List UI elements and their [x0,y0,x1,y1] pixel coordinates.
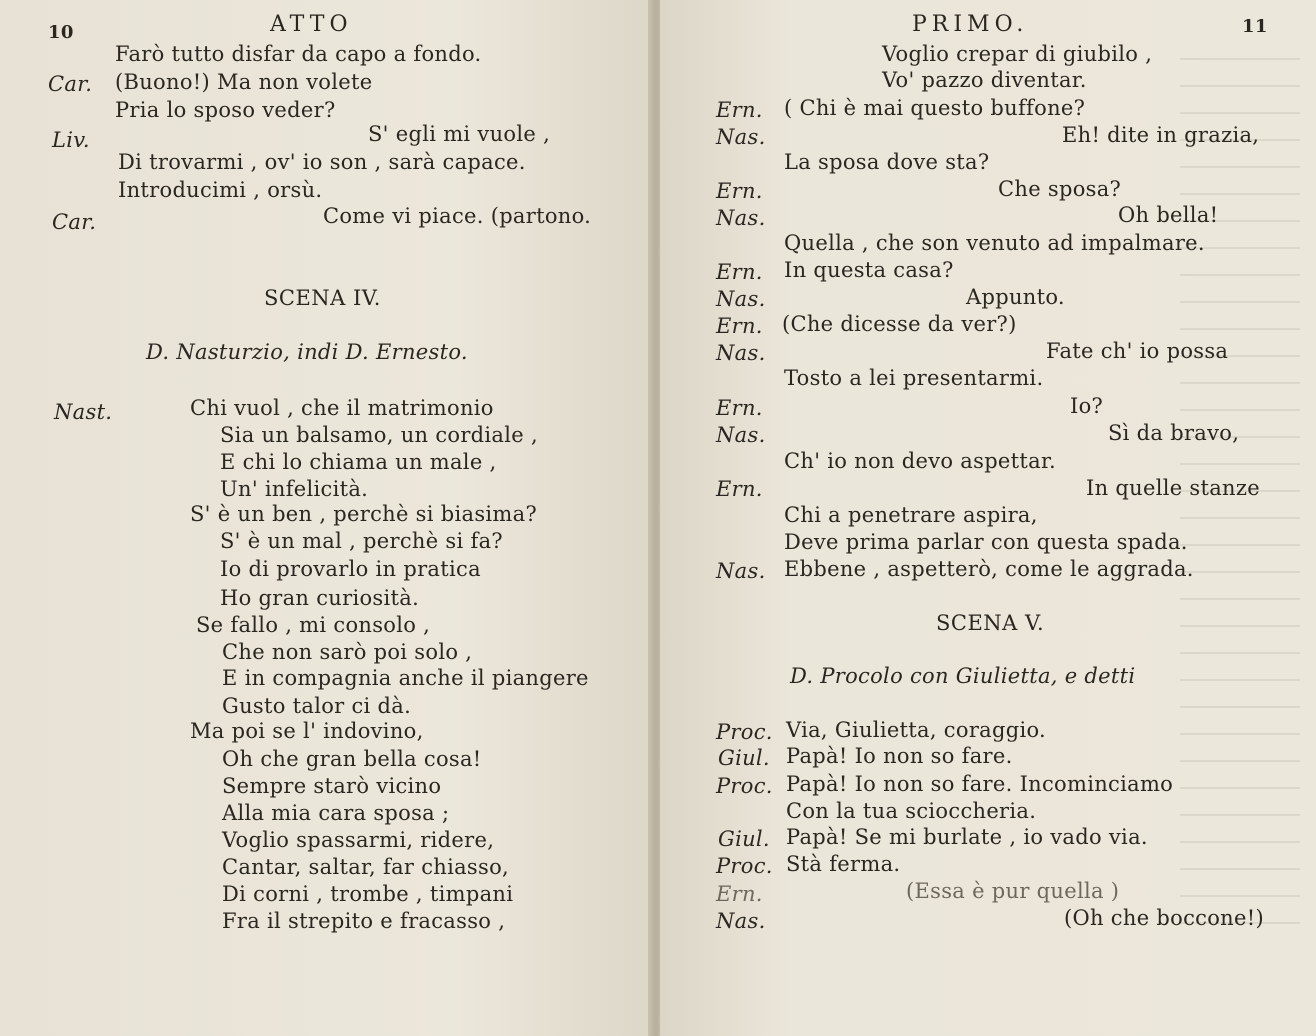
verse-line: Come vi piace. (partono. [323,204,592,228]
page-number: 11 [1242,16,1268,37]
verse-line: (Che dicesse da ver?) [782,312,1017,336]
speaker-label: Nas. [716,909,766,933]
speaker-label: Proc. [716,720,773,744]
verse-line: Stà ferma. [786,852,901,876]
speaker-label: Ern. [716,882,763,906]
verse-line: Voglio spassarmi, ridere, [222,828,495,852]
verse-line: Introducimi , orsù. [118,178,323,202]
speaker-label: Nast. [54,400,113,424]
verse-line: (Buono!) Ma non volete [115,70,373,94]
verse-line: Pria lo sposo veder? [115,98,336,122]
verse-line: ( Chi è mai questo buffone? [784,96,1086,120]
page-number: 10 [48,22,74,43]
speaker-label: Ern. [716,179,763,203]
speaker-label: Proc. [716,774,773,798]
verse-line: Papà! Io non so fare. [786,744,1013,768]
verse-line: Alla mia cara sposa ; [222,801,450,825]
verse-line: Eh! dite in grazia, [1062,123,1260,147]
speaker-label: Ern. [716,477,763,501]
speaker-label: Nas. [716,341,766,365]
speaker-label: Proc. [716,854,773,878]
verse-line: Di corni , trombe , timpani [222,882,514,906]
verse-line: E in compagnia anche il piangere [222,666,589,690]
verse-line: Di trovarmi , ov' io son , sarà capace. [118,150,526,174]
verse-line: Papà! Se mi burlate , io vado via. [786,825,1148,849]
verse-line: Io di provarlo in pratica [220,557,481,581]
verse-line: Oh che gran bella cosa! [222,747,482,771]
verse-line: Io? [1070,394,1104,418]
scene-characters: D. Nasturzio, indi D. Ernesto. [146,340,468,364]
verse-line: La sposa dove sta? [784,150,990,174]
verse-line: In questa casa? [784,258,954,282]
verse-line: In quelle stanze [1086,476,1260,500]
verse-line: Chi vuol , che il matrimonio [190,396,494,420]
speaker-label: Ern. [716,314,763,338]
verse-line: E chi lo chiama un male , [220,450,497,474]
verse-line: Fra il strepito e fracasso , [222,909,506,933]
verse-line: Quella , che son venuto ad impalmare. [784,231,1205,255]
verse-line: Ho gran curiosità. [220,586,420,610]
left-page [0,0,652,1036]
verse-line: Ebbene , aspetterò, come le aggrada. [784,557,1194,581]
speaker-label: Car. [48,72,93,96]
verse-line: Sì da bravo, [1108,421,1240,445]
running-head: PRIMO. [912,12,1029,37]
running-head: ATTO [270,12,353,37]
scene-title: SCENA IV. [264,286,381,310]
verse-line: Ma poi se l' indovino, [190,719,424,743]
speaker-label: Nas. [716,559,766,583]
speaker-label: Nas. [716,206,766,230]
verse-line: S' egli mi vuole , [368,122,551,146]
speaker-label: Ern. [716,260,763,284]
verse-line: Appunto. [966,285,1065,309]
verse-line: Sia un balsamo, un cordiale , [220,423,538,447]
verse-line: Chi a penetrare aspira, [784,503,1038,527]
verse-line: Che sposa? [998,177,1122,201]
speaker-label: Giul. [718,746,770,770]
verse-line: Tosto a lei presentarmi. [784,366,1044,390]
speaker-label: Nas. [716,423,766,447]
scene-characters: D. Procolo con Giulietta, e detti [790,664,1136,688]
verse-line: Cantar, saltar, far chiasso, [222,855,510,879]
verse-line: Vo' pazzo diventar. [882,68,1087,92]
speaker-label: Giul. [718,827,770,851]
verse-line: Deve prima parlar con questa spada. [784,530,1188,554]
speaker-label: Nas. [716,125,766,149]
speaker-label: Car. [52,210,97,234]
verse-line: Con la tua scioccheria. [786,799,1037,823]
verse-line: Gusto talor ci dà. [222,694,412,718]
verse-line: Voglio crepar di giubilo , [882,42,1153,66]
speaker-label: Liv. [52,128,90,152]
verse-line: (Essa è pur quella ) [906,879,1120,903]
verse-line: S' è un ben , perchè si biasima? [190,502,538,526]
speaker-label: Ern. [716,396,763,420]
verse-line: Che non sarò poi solo , [222,640,473,664]
speaker-label: Ern. [716,98,763,122]
speaker-label: Nas. [716,287,766,311]
verse-line: Un' infelicità. [220,477,369,501]
verse-line: Via, Giulietta, coraggio. [786,718,1047,742]
verse-line: Sempre starò vicino [222,774,442,798]
verse-line: Ch' io non devo aspettar. [784,449,1056,473]
verse-line: Farò tutto disfar da capo a fondo. [115,42,482,66]
scene-title: SCENA V. [936,611,1045,635]
verse-line: Fate ch' io possa [1046,339,1229,363]
verse-line: S' è un mal , perchè si fa? [220,529,503,553]
verse-line: Se fallo , mi consolo , [196,613,431,637]
verse-line: Papà! Io non so fare. Incominciamo [786,772,1174,796]
verse-line: (Oh che boccone!) [1064,906,1264,930]
right-page [660,0,1316,1036]
verse-line: Oh bella! [1118,203,1219,227]
